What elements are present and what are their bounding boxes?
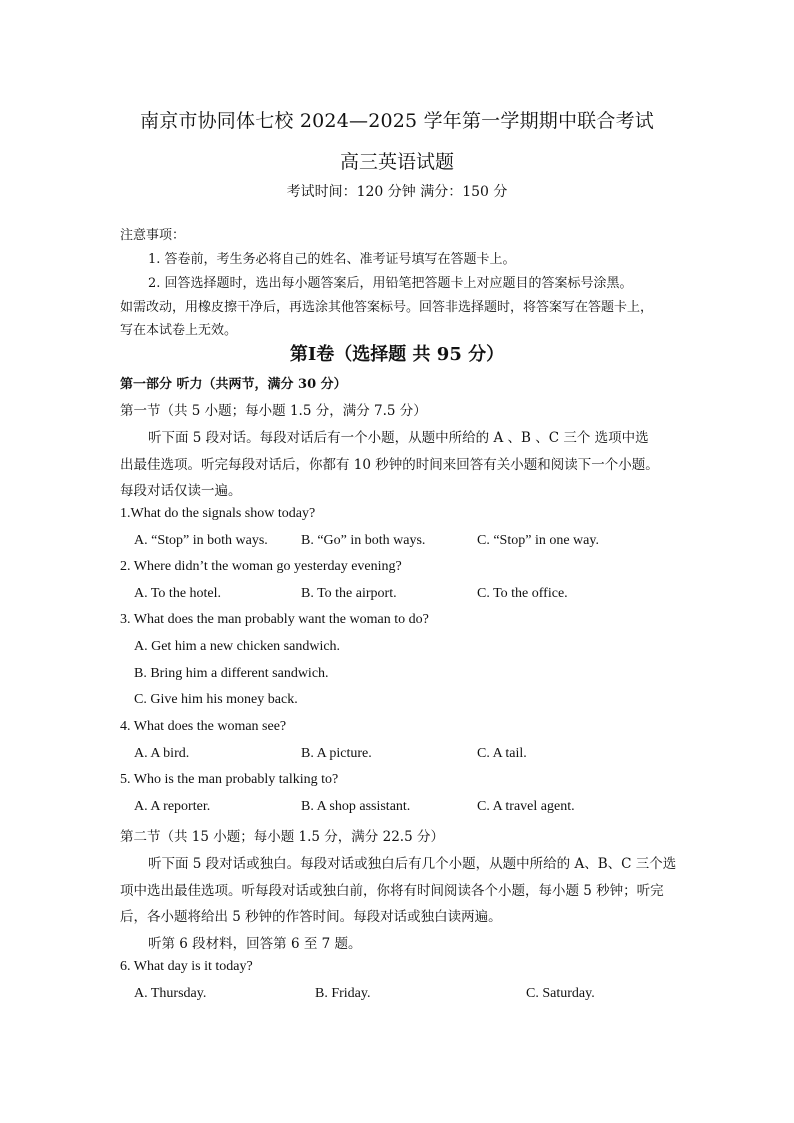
- note-item-2-line-2: 如需改动，用橡皮擦干净后，再选涂其他答案标号。回答非选择题时，将答案写在答题卡上，: [120, 300, 654, 315]
- exam-subtitle: 高三英语试题: [339, 151, 454, 173]
- note-item-1: 1. 答卷前，考生务必将自己的姓名、准考证号填写在答题卡上。: [148, 252, 516, 267]
- option-b: B. To the airport.: [301, 586, 397, 601]
- option-c: C. To the office.: [477, 586, 568, 601]
- volume-heading: 第Ⅰ卷（选择题 共 95 分）: [289, 344, 505, 365]
- section1-instructions-line-2: 出最佳选项。听完每段对话后，你都有 10 秒钟的时间来回答有关小题和阅读下一个小题。: [120, 457, 659, 473]
- option-c: C. A travel agent.: [477, 799, 575, 814]
- section1-instructions-line-1: 听下面 5 段对话。每段对话后有一个小题，从题中所给的 A 、B 、C 三个 选项中选: [148, 430, 649, 446]
- option-b: B. Friday.: [315, 986, 371, 1001]
- material-instruction: 听第 6 段材料，回答第 6 至 7 题。: [148, 936, 362, 952]
- exam-title: 南京市协同体七校 2024—2025 学年第一学期期中联合考试: [140, 110, 654, 132]
- section1-instructions-line-3: 每段对话仅读一遍。: [120, 483, 242, 499]
- question-stem: 5. Who is the man probably talking to?: [120, 772, 339, 787]
- notes-heading: 注意事项：: [120, 228, 186, 243]
- section2-instructions-line-3: 后，各小题将给出 5 秒钟的作答时间。每段对话或独白读两遍。: [120, 909, 502, 925]
- section2-instructions-line-2: 项中选出最佳选项。听每段对话或独白前，你将有时间阅读各个小题，每小题 5 秒钟；听完: [120, 883, 664, 899]
- note-item-2-line-1: 2. 回答选择题时，选出每小题答案后，用铅笔把答题卡上对应题目的答案标号涂黑。: [148, 276, 633, 291]
- section2-instructions-line-1: 听下面 5 段对话或独白。每段对话或独白后有几个小题，从题中所给的 A、B、C 三个选: [148, 856, 677, 872]
- note-item-2-line-3: 写在本试卷上无效。: [120, 323, 238, 338]
- option-c: C. “Stop” in one way.: [477, 533, 599, 548]
- option-a: A. Thursday.: [134, 986, 207, 1001]
- section1-heading: 第一节（共 5 小题；每小题 1.5 分，满分 7.5 分）: [120, 403, 427, 419]
- option-c: C. A tail.: [477, 746, 527, 761]
- question-stem: 3. What does the man probably want the woman to do?: [120, 612, 429, 627]
- section2-heading: 第二节（共 15 小题；每小题 1.5 分，满分 22.5 分）: [120, 829, 444, 845]
- option-b: B. A picture.: [301, 746, 372, 761]
- option-a: A. Get him a new chicken sandwich.: [134, 639, 341, 654]
- exam-meta: 考试时间：120 分钟 满分：150 分: [286, 184, 508, 200]
- question-stem: 6. What day is it today?: [120, 959, 253, 974]
- question-stem: 4. What does the woman see?: [120, 719, 287, 734]
- option-c: C. Give him his money back.: [134, 692, 298, 707]
- option-a: A. A bird.: [134, 746, 190, 761]
- option-b: B. Bring him a different sandwich.: [134, 666, 329, 681]
- option-a: A. To the hotel.: [134, 586, 222, 601]
- option-a: A. A reporter.: [134, 799, 211, 814]
- option-b: B. “Go” in both ways.: [301, 533, 426, 548]
- option-a: A. “Stop” in both ways.: [134, 533, 268, 548]
- option-c: C. Saturday.: [526, 986, 595, 1001]
- question-stem: 2. Where didn’t the woman go yesterday evening?: [120, 559, 402, 574]
- option-b: B. A shop assistant.: [301, 799, 411, 814]
- part1-heading: 第一部分 听力（共两节，满分 30 分）: [120, 377, 347, 392]
- question-stem: 1.What do the signals show today?: [120, 506, 316, 521]
